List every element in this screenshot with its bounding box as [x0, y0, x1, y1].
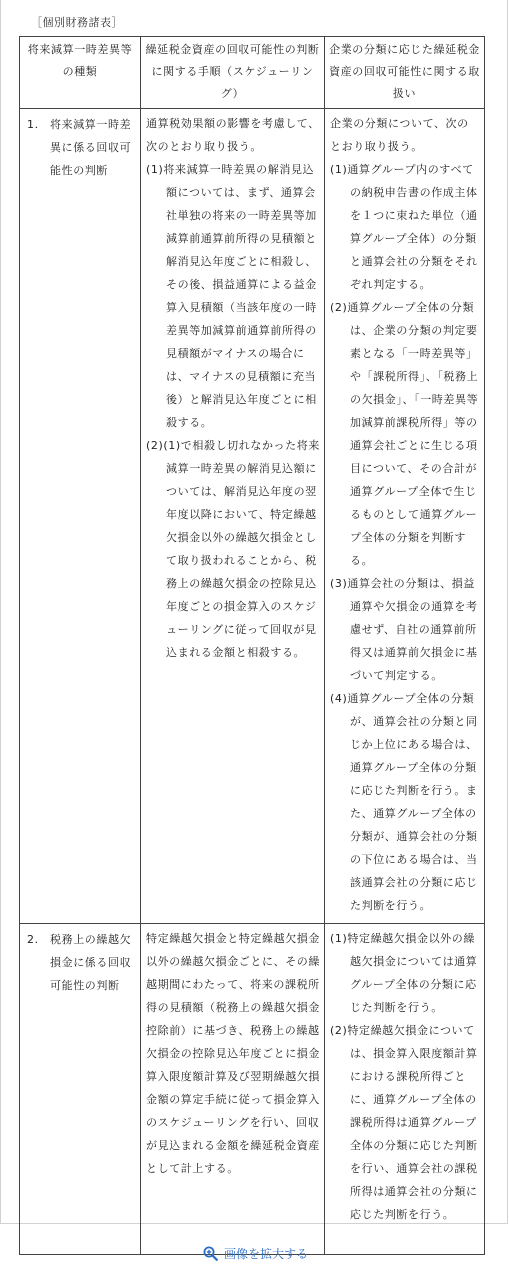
- treatment-item: (4)通算グループ全体の分類が、通算会社の分類と同じか上位にある場合は、通算グループ全体の分類に応じた判断を行う。また、通算グループ全体の分類が、通算会社の分類の下位にある場合は、当該通算会社の分類に応じた判断を行う。: [330, 692, 478, 912]
- zoom-image-link[interactable]: [203, 1245, 308, 1262]
- zoom-in-icon: [203, 1246, 218, 1261]
- header-treatment: 企業の分類に応じた繰延税金資産の回収可能性に関する取扱い: [325, 37, 485, 109]
- table-row: [20, 109, 485, 924]
- treatment-item: (2)特定繰越欠損金については、損金算入限度額計算における課税所得ごとに、通算グループ全体の課税所得は通算グループ全体の分類に応じた判断を行い、通算会社の課税所得は通算会社の分類に応じた判断を行う。: [330, 1024, 478, 1221]
- table-row: [20, 924, 485, 1255]
- procedure-cell: [141, 109, 325, 924]
- header-row: [20, 37, 485, 109]
- treatment-item: (3)通算会社の分類は、損益通算や欠損金の通算を考慮せず、自社の通算前所得又は通算前欠損金に基づいて判定する。: [330, 577, 478, 682]
- type-cell: [20, 924, 141, 1255]
- procedure-cell: [141, 924, 325, 1255]
- type-cell: [20, 109, 141, 924]
- procedure-intro: 通算税効果額の影響を考慮して、次のとおり取り扱う。: [146, 117, 320, 153]
- treatment-item: (1)特定繰越欠損金以外の繰越欠損金については通算グループ全体の分類に応じた判断を行う。: [330, 932, 478, 1014]
- row-type: 税務上の繰越欠損金に係る回収可能性の判断: [50, 933, 132, 992]
- procedure-item: (2)(1)で相殺し切れなかった将来減算一時差異の解消見込額については、解消見込年度の翌年度以降において、特定繰越欠損金以外の繰越欠損金として取り扱われることから、税務上の繰越欠損金の控除見込年度ごとの損金算入のスケジューリングに従って回収が見込まれる金額と相殺する。: [146, 439, 320, 659]
- header-procedure: 繰延税金資産の回収可能性の判断に関する手順（スケジューリング）: [141, 37, 325, 109]
- zoom-image-label: 画像を拡大する: [224, 1247, 309, 1261]
- row-type: 将来減算一時差異に係る回収可能性の判断: [50, 118, 132, 177]
- procedure-intro: 特定繰越欠損金と特定繰越欠損金以外の繰越欠損金ごとに、その繰越期間にわたって、将来の課税所得の見積額（税務上の繰越欠損金控除前）に基づき、税務上の繰越欠損金の控除見込年度ごとに損金算入限度額計算及び翌期繰越欠損金額の算定手続に従って損金算入のスケジューリングを行い、回収が見込まれる金額を繰延税金資産として計上する。: [146, 932, 320, 1175]
- procedure-item: (1)将来減算一時差異の解消見込額については、まず、通算会社単独の将来の一時差異等加減算前通算前所得の見積額と解消見込年度ごとに相殺し、その後、損益通算による益金算入見積額（当該年度の一時差異等加減算前通算前所得の見積額がマイナスの場合には、マイナスの見積額に充当後）と解消見込年度ごとに相殺する。: [146, 163, 317, 429]
- treatment-intro: 企業の分類について、次のとおり取り扱う。: [330, 117, 469, 153]
- row-number: 1.: [27, 118, 39, 131]
- treatment-item: (1)通算グループ内のすべての納税申告書の作成主体を１つに束ねた単位（通算グループ全体）の分類と通算会社の分類をそれぞれ判定する。: [330, 163, 478, 291]
- treatment-item: (2)通算グループ全体の分類は、企業の分類の判定要素となる「一時差異等」や「課税所得」、「税務上の欠損金」、「一時差異等加減算前課税所得」等の通算会社ごとに生じる項目について、その合計が通算グループ全体で生じるものとして通算グループ全体の分類を判断する。: [330, 301, 479, 567]
- treatment-cell: [325, 109, 485, 924]
- financial-statement-table: [19, 36, 485, 1255]
- table-caption: ［個別財務諸表］: [31, 16, 123, 29]
- row-number: 2.: [27, 933, 39, 946]
- header-type: 将来減算一時差異等の種類: [20, 37, 141, 109]
- treatment-cell: [325, 924, 485, 1255]
